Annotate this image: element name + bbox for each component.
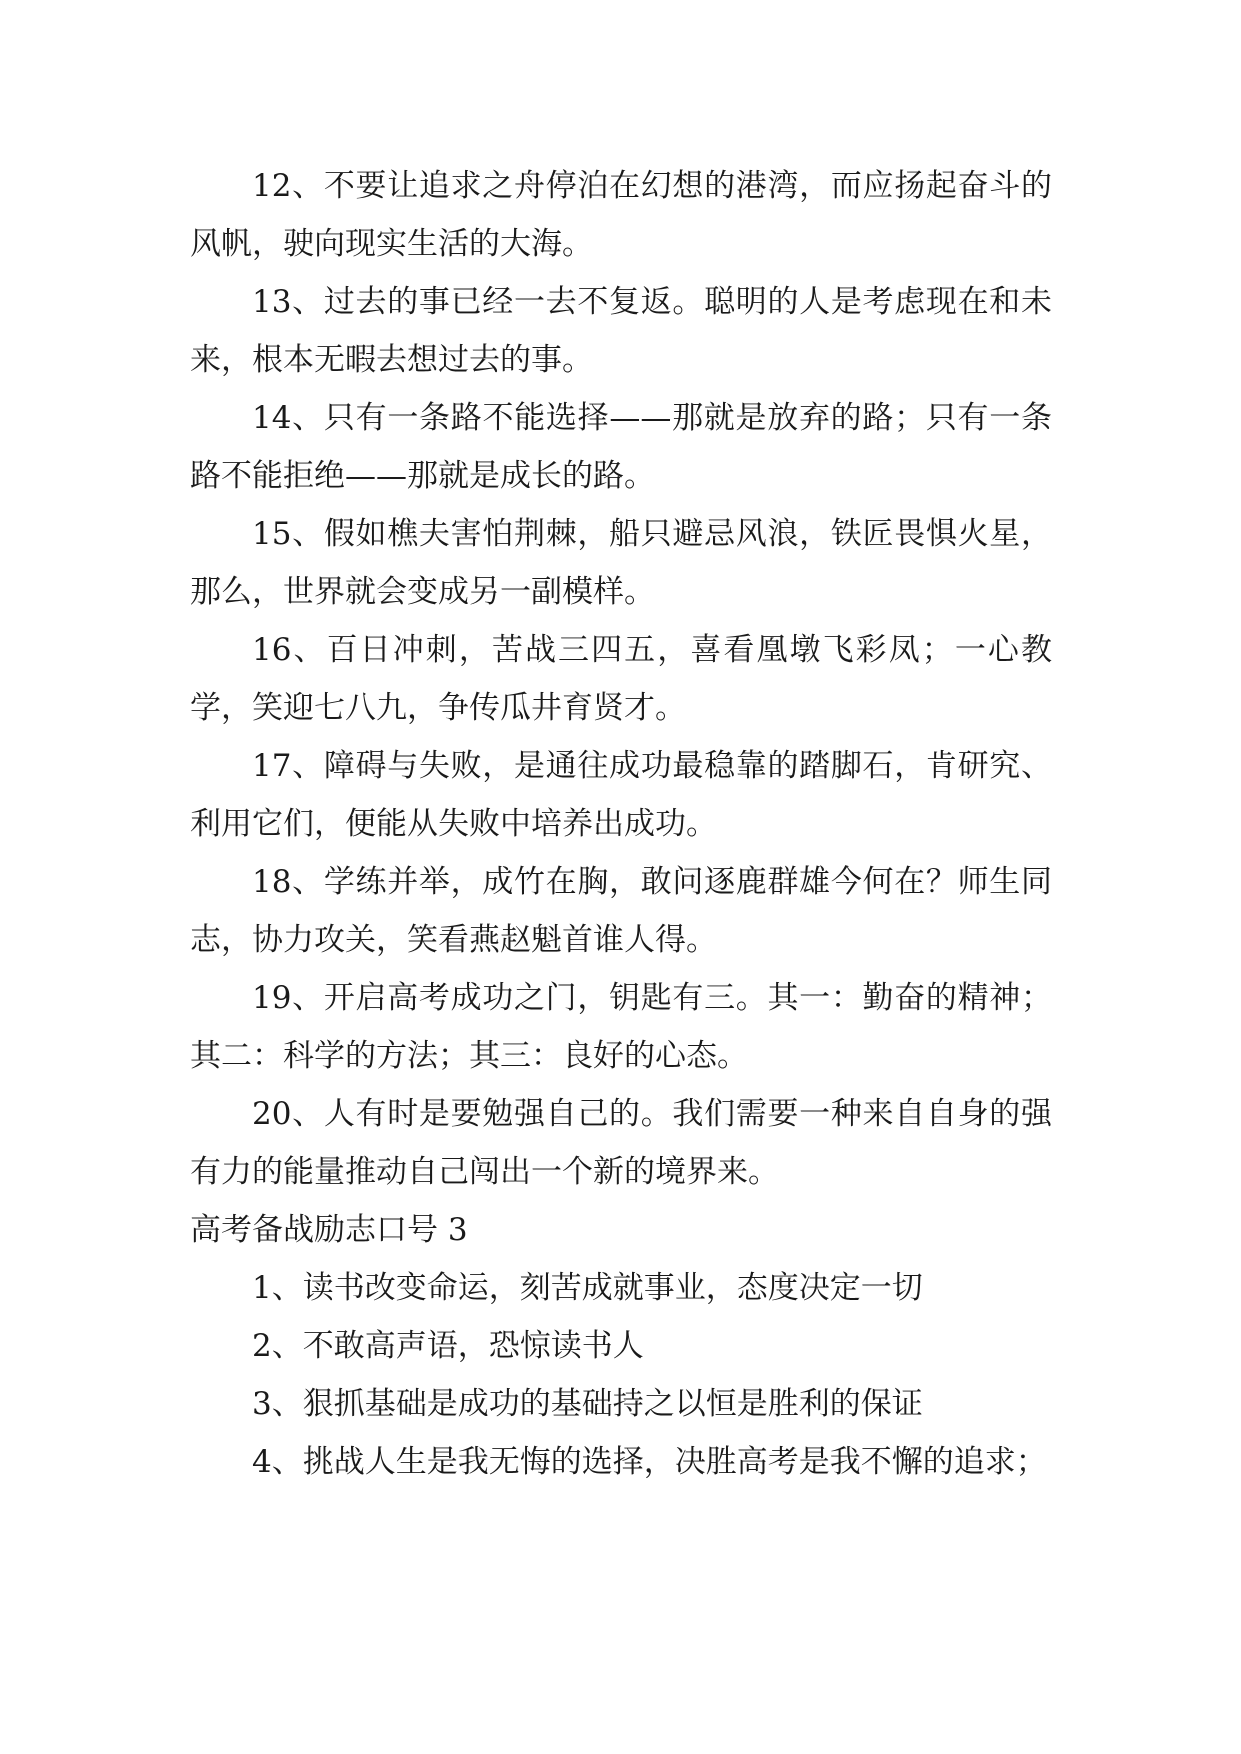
section-heading: 高考备战励志口号 3 — [190, 1212, 468, 1248]
paragraph-item-20: 20、人有时是要勉强自己的。我们需要一种来自自身的强有力的能量推动自己闯出一个新的境界来。 — [190, 1096, 1052, 1190]
paragraph-item-19: 19、开启高考成功之门，钥匙有三。其一：勤奋的精神；其二：科学的方法；其三：良好的心态。 — [190, 980, 1052, 1074]
paragraph-item-17: 17、障碍与失败，是通往成功最稳靠的踏脚石，肯研究、利用它们，便能从失败中培养出成功。 — [190, 748, 1052, 842]
paragraph-item-12: 12、不要让追求之舟停泊在幻想的港湾，而应扬起奋斗的风帆，驶向现实生活的大海。 — [190, 168, 1052, 262]
slogan-item-2: 2、不敢高声语，恐惊读书人 — [252, 1328, 644, 1364]
paragraph-item-15: 15、假如樵夫害怕荆棘，船只避忌风浪，铁匠畏惧火星，那么，世界就会变成另一副模样。 — [190, 516, 1052, 610]
document-page — [190, 157, 1052, 1491]
slogan-item-4: 4、挑战人生是我无悔的选择，决胜高考是我不懈的追求； — [252, 1444, 1047, 1480]
slogan-item-3: 3、狠抓基础是成功的基础持之以恒是胜利的保证 — [252, 1386, 923, 1422]
slogan-item-1: 1、读书改变命运，刻苦成就事业，态度决定一切 — [252, 1270, 923, 1306]
paragraph-item-14: 14、只有一条路不能选择——那就是放弃的路；只有一条路不能拒绝——那就是成长的路。 — [190, 400, 1052, 494]
paragraph-item-16: 16、百日冲刺，苦战三四五，喜看凰墩飞彩凤；一心教学，笑迎七八九，争传瓜井育贤才。 — [190, 632, 1052, 726]
paragraph-item-18: 18、学练并举，成竹在胸，敢问逐鹿群雄今何在？师生同志，协力攻关，笑看燕赵魁首谁人得。 — [190, 864, 1052, 958]
paragraph-item-13: 13、过去的事已经一去不复返。聪明的人是考虑现在和未来，根本无暇去想过去的事。 — [190, 284, 1052, 378]
